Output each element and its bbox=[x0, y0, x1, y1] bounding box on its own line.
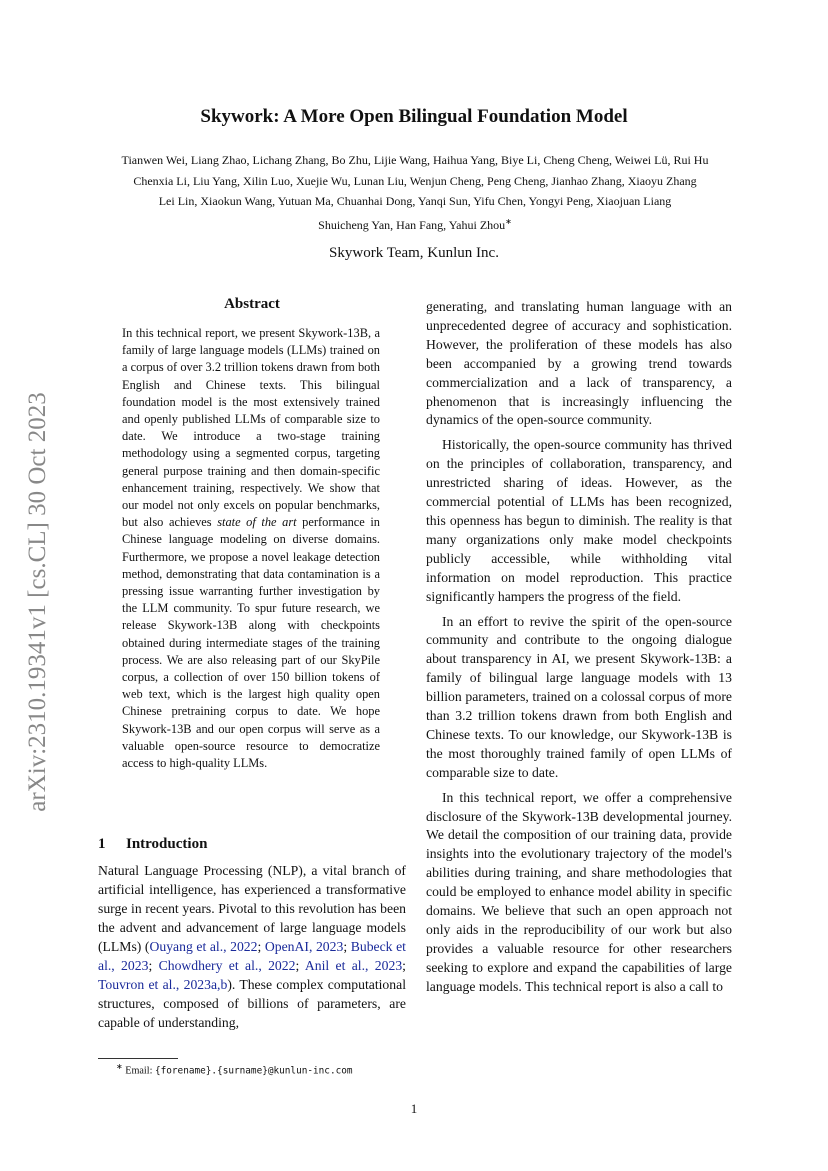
footnote-divider bbox=[98, 1058, 178, 1059]
affiliation: Skywork Team, Kunlun Inc. bbox=[329, 245, 499, 261]
section-title: Introduction bbox=[126, 836, 208, 852]
arxiv-identifier bbox=[8, 352, 68, 852]
intro-text-1: Natural Language Processing (NLP), a vital branch of artificial intelligence, has experienced a transformative surge in recent years. Pivotal to this revolution has been the advent and advancement of large language models (LLMs) ( bbox=[98, 863, 406, 954]
arxiv-identifier-text: arXiv:2310.19341v1 [cs.CL] 30 Oct 2023 bbox=[24, 392, 51, 812]
page-number: 1 bbox=[410, 1101, 418, 1116]
intro-text-2: ). These complex computational structures, composed of billions of parameters, are capable of understanding, bbox=[98, 977, 406, 1030]
abstract-body bbox=[122, 325, 380, 772]
citation-separator: ; bbox=[402, 958, 406, 973]
citation-separator: ; bbox=[295, 958, 305, 973]
citation-separator: ; bbox=[343, 939, 351, 954]
citation-separator: ; bbox=[148, 958, 159, 973]
abstract-text-1: In this technical report, we present Skywork-13B, a family of large language models (LLMs) trained on a corpus of over 3.2 trillion tokens drawn from both English and Chinese texts. This bilingual foundation model is the most extensively trained and openly published LLMs of comparable size to date. We introduce a two-stage training methodology using a segmented corpus, targeting general purpose training and then domain-specific enhancement training, respectively. We show that our model not only excels on popular benchmarks, but also achieves bbox=[122, 326, 380, 530]
paragraph: generating, and translating human language with an unprecedented degree of accuracy and sophistication. However, the proliferation of these models has also been accompanied by a growing trend towards commercialization and a lack of transparency, a phenomenon that is increasingly influencing the dynamics of the open-source community. bbox=[426, 299, 732, 428]
paper-title: Skywork: A More Open Bilingual Foundation Model bbox=[200, 106, 628, 127]
citation-link[interactable]: Touvron et al., 2023a,b bbox=[98, 977, 228, 992]
author-line-2: Chenxia Li, Liu Yang, Xilin Luo, Xuejie Wu, Lunan Liu, Wenjun Cheng, Peng Cheng, Jianhao Zhang, Xiaoyu Zhang bbox=[133, 173, 697, 188]
citation-link[interactable]: Ouyang et al., 2022 bbox=[149, 939, 258, 954]
paragraph: Historically, the open-source community has thrived on the principles of collaboration, transparency, and unrestricted sharing of ideas. However, as the commercial potential of LLMs has been recognized, this openness has begun to diminish. The reality is that many organizations only make model checkpoints publicly accessible, while withholding vital information on model reproduction. This practice significantly hampers the progress of the field. bbox=[426, 437, 732, 604]
citation-separator: ; bbox=[257, 939, 265, 954]
introduction-paragraph bbox=[98, 861, 406, 1032]
abstract-emphasis: state of the art bbox=[217, 515, 297, 530]
author-line-4-text: Shuicheng Yan, Han Fang, Yahui Zhou bbox=[318, 217, 506, 232]
abstract-text-2: performance in Chinese language modeling on diverse domains. Furthermore, we propose a novel leakage detection method, demonstrating that data contamination is a pressing issue warranting further investigation by the LLM community. To spur future research, we release Skywork-13B along with checkpoints obtained during intermediate stages of the training process. We are also releasing part of our SkyPile corpus, a collection of over 150 billion tokens of web text, which is the largest high quality open Chinese pretraining corpus to date. We hope Skywork-13B and our open corpus will serve as a valuable open-source resource to democratize access to high-quality LLMs. bbox=[122, 515, 380, 771]
citation-link[interactable]: Chowdhery et al., 2022 bbox=[158, 958, 296, 973]
corresponding-author-mark: ∗ bbox=[505, 216, 512, 226]
footnote-label: Email: bbox=[125, 1065, 155, 1077]
abstract-heading: Abstract bbox=[224, 296, 280, 312]
author-line-4 bbox=[60, 212, 770, 236]
paragraph: In an effort to revive the spirit of the open-source community and contribute to the ongoing dialogue about transparency in AI, we present Skywork-13B: a family of bilingual large language models with 13 billion parameters, trained on a colossal corpus of more than 3.2 trillion tokens drawn from both English and Chinese texts. To our knowledge, our Skywork-13B is the most thoroughly trained family of open LLMs of comparable size to date. bbox=[426, 613, 732, 780]
paragraph: In this technical report, we offer a comprehensive disclosure of the Skywork-13B developmental journey. We detail the composition of our training data, provide insights into the evolutionary trajectory of the model's abilities during training, and share methodologies that could be employed to enhance model ability in specific domains. We believe that such an open approach not only aids in the reproducibility of our work but also provides a valuable resource for other researchers seeking to explore and expand the capabilities of large language models. This technical report is also a call to bbox=[426, 789, 732, 994]
author-line-3: Lei Lin, Xiaokun Wang, Yutuan Ma, Chuanhai Dong, Yanqi Sun, Yifu Chen, Yongyi Peng, Xiaojuan Liang bbox=[158, 194, 672, 208]
citation-link[interactable]: OpenAI, 2023 bbox=[264, 939, 344, 954]
footnote-mark: ∗ bbox=[116, 1062, 123, 1071]
footnote bbox=[116, 1062, 353, 1076]
citation-link[interactable]: Bubeck et al., 2023 bbox=[98, 939, 406, 973]
section-heading-introduction bbox=[98, 836, 207, 853]
section-number: 1 bbox=[98, 836, 106, 852]
author-line-1: Tianwen Wei, Liang Zhao, Lichang Zhang, Bo Zhu, Lijie Wang, Haihua Yang, Biye Li, Cheng Cheng, Weiwei Lü, Rui Hu bbox=[121, 153, 709, 167]
author-list bbox=[60, 150, 770, 235]
citation-link[interactable]: Anil et al., 2023 bbox=[304, 958, 403, 973]
right-column bbox=[426, 298, 732, 997]
footnote-email: {forename}.{surname}@kunlun-inc.com bbox=[154, 1065, 353, 1077]
